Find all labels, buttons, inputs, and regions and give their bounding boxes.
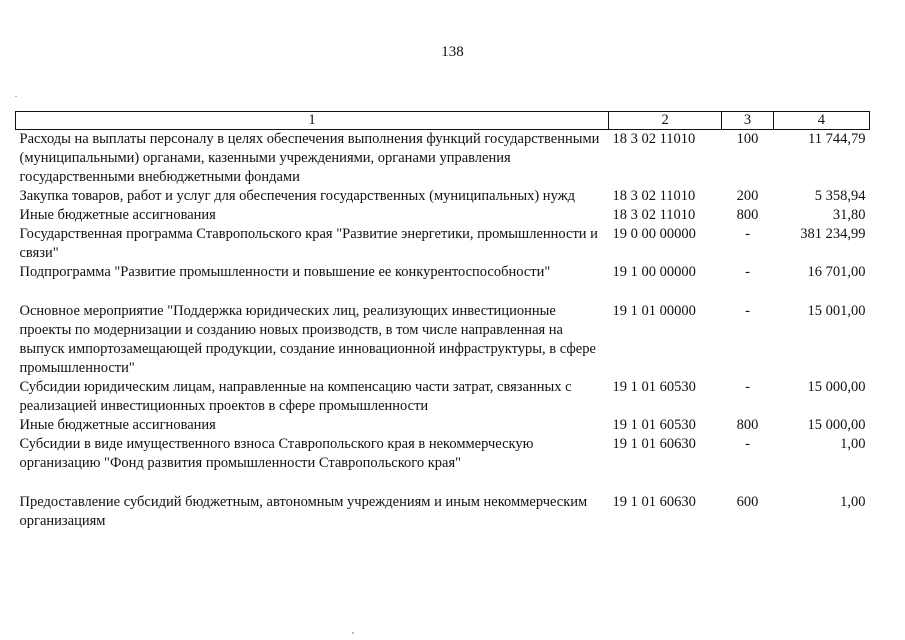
row-code: 18 3 02 11010 [612, 188, 696, 204]
row-code: 19 1 01 60530 [612, 379, 696, 395]
row-sum: 381 234,99 [800, 226, 866, 242]
row-type: 800 [736, 417, 759, 433]
table-row [16, 187, 870, 206]
row-type: - [745, 436, 750, 452]
row-sum: 16 701,00 [807, 264, 866, 280]
row-type: - [745, 264, 750, 280]
table-row [16, 263, 870, 302]
header-col-1: 1 [16, 112, 609, 130]
row-name: Расходы на выплаты персоналу в целях обеспечения выполнения функций государственными (муниципальными) органами, казенными учреждениями, органами управления государственными внебюджетными фондами [19, 131, 600, 185]
row-code: 19 1 00 00000 [612, 264, 696, 280]
row-sum: 31,80 [832, 207, 866, 223]
table-row [16, 302, 870, 378]
row-type: 200 [736, 188, 759, 204]
budget-table [15, 111, 870, 531]
scan-speck [15, 96, 17, 97]
row-name: Государственная программа Ставропольского края "Развитие энергетики, промышленности и связи" [19, 226, 598, 261]
header-col-2: 2 [608, 112, 721, 130]
header-col-3: 3 [722, 112, 774, 130]
row-name: Иные бюджетные ассигнования [19, 207, 216, 223]
row-code: 19 1 01 00000 [612, 303, 696, 319]
table-row [16, 435, 870, 493]
row-sum: 11 744,79 [808, 131, 866, 147]
page-number: 138 [441, 44, 464, 60]
row-sum: 15 000,00 [807, 379, 866, 395]
row-sum: 1,00 [840, 494, 866, 510]
row-name: Закупка товаров, работ и услуг для обеспечения государственных (муниципальных) нужд [19, 188, 576, 204]
row-type: 100 [736, 131, 759, 147]
row-code: 19 1 01 60630 [612, 436, 696, 452]
row-sum: 5 358,94 [814, 188, 866, 204]
row-code: 18 3 02 11010 [612, 131, 696, 147]
row-type: 600 [736, 494, 759, 510]
row-name: Предоставление субсидий бюджетным, автономным учреждениям и иным некоммерческим организациям [19, 494, 588, 529]
row-sum: 15 000,00 [807, 417, 866, 433]
table-row [16, 225, 870, 263]
table-row [16, 206, 870, 225]
row-code: 19 1 01 60530 [612, 417, 696, 433]
row-type: - [745, 303, 750, 319]
row-code: 18 3 02 11010 [612, 207, 696, 223]
table-row [16, 378, 870, 416]
row-name: Субсидии в виде имущественного взноса Ставропольского края в некоммерческую организацию "Фонд развития промышленности Ставропольского края" [19, 436, 534, 471]
row-type: - [745, 379, 750, 395]
row-name: Основное мероприятие "Поддержка юридических лиц, реализующих инвестиционные проекты по модернизации и созданию новых производств, в том числе направленная на выпуск импортозамещающей продукции, создание инновационной инфраструктуры, в сфере промышленности" [19, 303, 596, 376]
table-row [16, 493, 870, 531]
row-code: 19 1 01 60630 [612, 494, 696, 510]
row-type: 800 [736, 207, 759, 223]
table-header-row [16, 112, 870, 130]
row-sum: 15 001,00 [807, 303, 866, 319]
table-row [16, 416, 870, 435]
table-row [16, 130, 870, 188]
row-code: 19 0 00 00000 [612, 226, 696, 242]
header-col-4: 4 [773, 112, 869, 130]
scan-speck [352, 632, 354, 634]
row-name: Подпрограмма "Развитие промышленности и повышение ее конкурентоспособности" [19, 264, 551, 280]
row-name: Иные бюджетные ассигнования [19, 417, 216, 433]
row-sum: 1,00 [840, 436, 866, 452]
row-type: - [745, 226, 750, 242]
row-name: Субсидии юридическим лицам, направленные на компенсацию части затрат, связанных с реализацией инвестиционных проектов в сфере промышленности [19, 379, 572, 414]
